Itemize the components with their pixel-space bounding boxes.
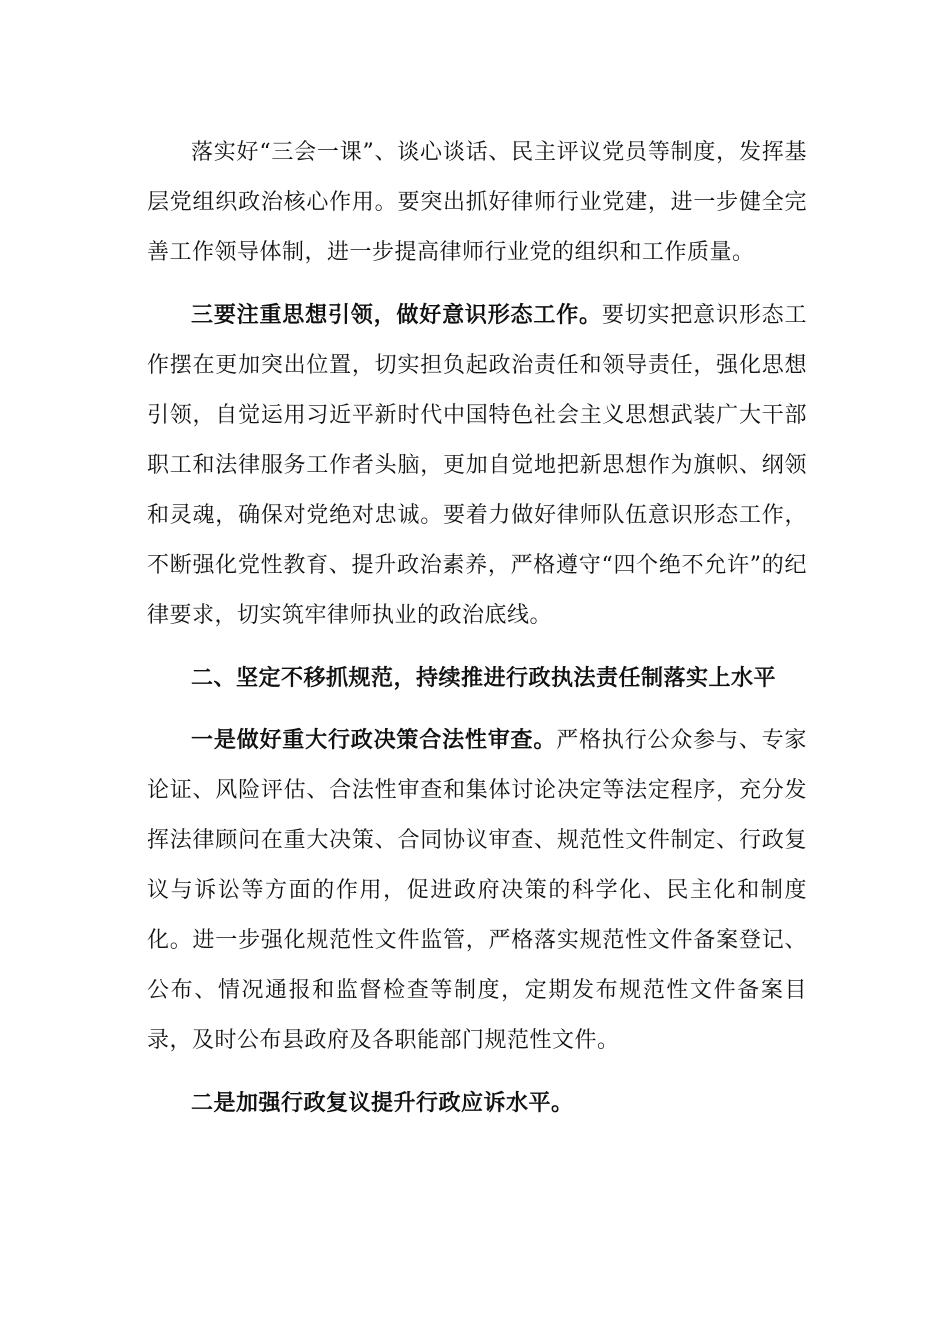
paragraph-gap (147, 703, 807, 715)
paragraph-gap (147, 1066, 807, 1078)
paragraph-lead: 一是做好重大行政决策合法性审查。 (191, 727, 557, 753)
paragraph-party-building (147, 128, 807, 278)
paragraph-legality-review (147, 715, 807, 1066)
paragraph-text: 落实好“三会一课”、谈心谈话、民主评议党员等制度，发挥基层党组织政治核心作用。要突出抓好律师行业党建，进一步健全完善工作领导体制，进一步提高律师行业党的组织和工作质量。 (147, 140, 807, 265)
paragraph-text: 严格执行公众参与、专家论证、风险评估、合法性审查和集体讨论决定等法定程序，充分发挥法律顾问在重大决策、合同协议审查、规范性文件制定、行政复议与诉讼等方面的作用，促进政府决策的科学化、民主化和制度化。进一步强化规范性文件监管，严格落实规范性文件备案登记、公布、情况通报和监督检查等制度，定期发布规范性文件备案目录，及时公布县政府及各职能部门规范性文件。 (147, 728, 807, 1053)
paragraph-text: 要切实把意识形态工作摆在更加突出位置，切实担负起政治责任和领导责任，强化思想引领，自觉运用习近平新时代中国特色社会主义思想武装广大干部职工和法律服务工作者头脑，更加自觉地把新思想作为旗帜、纲领和灵魂，确保对党绝对忠诚。要着力做好律师队伍意识形态工作，不断强化党性教育、提升政治素养，严格遵守“四个绝不允许”的纪律要求，切实筑牢律师执业的政治底线。 (147, 303, 807, 628)
section-heading: 二、坚定不移抓规范，持续推进行政执法责任制落实上水平 (191, 665, 777, 691)
paragraph-gap (147, 641, 807, 653)
paragraph-administrative-review (147, 1078, 807, 1129)
document-page (147, 128, 807, 1129)
paragraph-lead: 二是加强行政复议提升行政应诉水平。 (191, 1090, 574, 1116)
paragraph-gap (147, 278, 807, 290)
paragraph-lead: 三要注重思想引领，做好意识形态工作。 (191, 302, 602, 328)
paragraph-ideology (147, 290, 807, 641)
